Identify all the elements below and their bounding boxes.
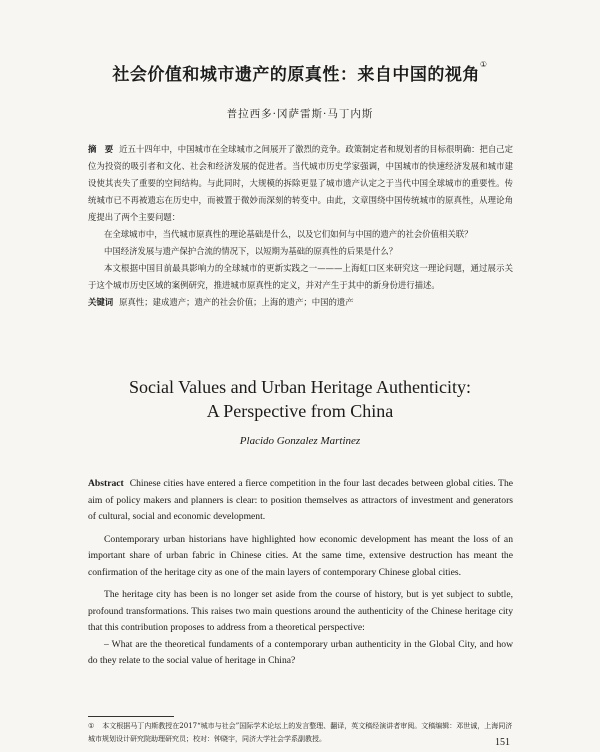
footnote-rule	[88, 716, 174, 717]
abstract-label: 摘 要	[88, 144, 114, 154]
footnote-marker: ①	[88, 722, 95, 730]
question-1: 在全球城市中，当代城市原真性的理论基础是什么，以及它们如何与中国的遗产的社会价值相关联？	[104, 229, 473, 239]
english-paragraph-2: Contemporary urban historians have highlighted how economic development has meant the loss of an important share of urban fabric in Chinese cities. At the same time, extensive destruction has meant the confirmation of the heritage city as one of the main layers of contemporary Chinese global cities.	[88, 533, 513, 578]
page-number: 151	[495, 737, 510, 748]
keywords-text: 原真性；建成遗产；遗产的社会价值；上海的遗产；中国的遗产	[119, 297, 354, 307]
english-paragraph-4: – What are the theoretical fundaments of a contemporary urban authenticity in the Global City, and how do they relate to the social value of heritage in China?	[88, 638, 513, 666]
english-title-line-1: Social Values and Urban Heritage Authenticity:	[128, 377, 472, 397]
english-title-line-2: A Perspective from China	[206, 401, 394, 421]
keywords-label: 关键词	[88, 297, 114, 307]
method-paragraph: 本文根据中国目前最具影响力的全球城市的更新实践之一———上海虹口区来研究这一理论问题，通过展示关于这个城市历史区域的案例研究，推进城市原真性的定义，并对产生于其中的新身份进行描述。	[88, 263, 513, 290]
chinese-author: 普拉西多·冈萨雷斯·马丁内斯	[226, 108, 374, 120]
english-abstract-text: Chinese cities have entered a fierce competition in the four last decades between global cities. The aim of policy makers and planners is clear: to position themselves as attractors of investment and generators of cultural, social and economic development.	[88, 478, 513, 522]
title-footnote-marker: ①	[479, 60, 488, 69]
keywords-line	[88, 294, 513, 311]
chinese-title	[0, 60, 600, 85]
english-title	[0, 375, 600, 423]
english-abstract	[88, 476, 513, 670]
footnote-text: 本文根据马丁内斯教授在2017“城市与社会”国际学术论坛上的发言整理、翻译，英文稿经演讲者审阅。文稿编辑：邓世诚，上海同济城市规划设计研究院助理研究员；校对：钟晓宇，同济大学社会学系副教授。	[88, 722, 513, 743]
english-abstract-label: Abstract	[88, 478, 124, 489]
chinese-title-text: 社会价值和城市遗产的原真性：来自中国的视角	[112, 65, 480, 85]
question-2: 中国经济发展与遗产保护合流的情况下，以短期为基础的原真性的后果是什么？	[104, 246, 398, 256]
abstract-text: 近五十四年中，中国城市在全球城市之间展开了激烈的竞争。政策制定者和规划者的目标很明确：把自己定位为投资的吸引者和文化、社会和经济发展的促进者。当代城市历史学家强调，中国城市的快速经济发展和城市建设使其丧失了重要的空间结构。与此同时，大规模的拆除更显了城市遗产认定之于当代中国全球城市的重要性。传统城市已不再被遗忘在历史中，而被置于微妙而深刻的转变中。由此，文章围绕中国传统城市的原真性，从理论角度提出了两个主要问题：	[88, 144, 513, 222]
footnote	[88, 720, 513, 746]
chinese-abstract	[88, 141, 513, 311]
english-paragraph-3: The heritage city has been is no longer set aside from the course of history, but is yet subject to subtle, profound transformations. This raises two main questions around the authenticity of the Chinese heritage city that this contribution proposes to address from a theoretical perspective:	[88, 589, 513, 633]
english-author: Placido Gonzalez Martinez	[239, 435, 361, 447]
